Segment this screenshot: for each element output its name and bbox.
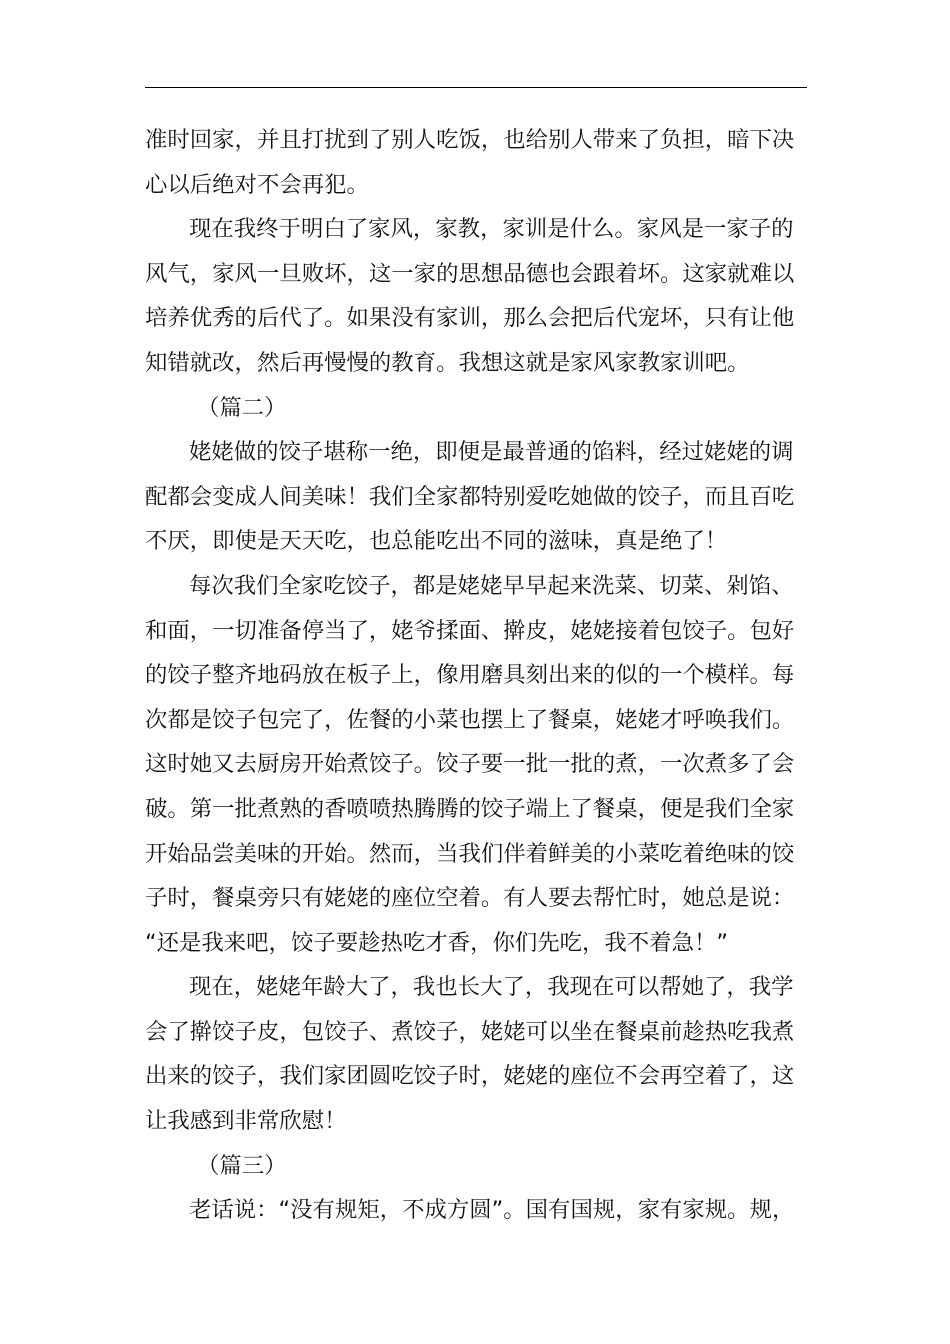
text-line: 培养优秀的后代了。如果没有家训，那么会把后代宠坏，只有让他 [145,305,795,332]
section-heading: （篇二） [197,394,287,421]
text-line: 每次我们全家吃饺子，都是姥姥早早起来洗菜、切菜、剁馅、 [189,572,794,599]
text-line: 风气，家风一旦败坏，这一家的思想品德也会跟着坏。这家就难以 [145,260,795,287]
header-rule [145,87,807,88]
text-line: 子时，餐桌旁只有姥姥的座位空着。有人要去帮忙时，她总是说： [145,885,795,912]
text-line: 让我感到非常欣慰！ [145,1108,347,1135]
text-line: 出来的饺子，我们家团圆吃饺子时，姥姥的座位不会再空着了，这 [145,1063,795,1090]
text-line: 准时回家，并且打扰到了别人吃饭，也给别人带来了负担，暗下决 [145,127,795,153]
text-line: 老话说：“没有规矩，不成方圆”。国有国规，家有家规。规， [189,1197,795,1224]
document-body [145,118,807,1233]
text-line: 会了擀饺子皮，包饺子、煮饺子，姥姥可以坐在餐桌前趁热吃我煮 [145,1018,795,1045]
section-heading: （篇三） [197,1152,287,1179]
text-line: 心以后绝对不会再犯。 [145,171,369,198]
text-line: 不厌，即使是天天吃，也总能吃出不同的滋味，真是绝了！ [145,528,728,555]
text-line: 次都是饺子包完了，佐餐的小菜也摆上了餐桌，姥姥才呼唤我们。 [145,706,795,733]
text-line: 和面，一切准备停当了，姥爷揉面、擀皮，姥姥接着包饺子。包好 [145,617,795,644]
text-line: 知错就改，然后再慢慢的教育。我想这就是家风家教家训吧。 [145,349,750,376]
text-line: “还是我来吧，饺子要趁热吃才香，你们先吃，我不着急！” [145,929,728,956]
text-line: 开始品尝美味的开始。然而，当我们伴着鲜美的小菜吃着绝味的饺 [145,840,795,867]
text-line: 这时她又去厨房开始煮饺子。饺子要一批一批的煮，一次煮多了会 [145,751,795,778]
text-line: 现在我终于明白了家风，家教，家训是什么。家风是一家子的 [189,216,794,243]
text-line: 的饺子整齐地码放在板子上，像用磨具刻出来的似的一个模样。每 [145,662,795,689]
text-line: 现在，姥姥年龄大了，我也长大了，我现在可以帮她了，我学 [189,974,794,1001]
text-line: 破。第一批煮熟的香喷喷热腾腾的饺子端上了餐桌，便是我们全家 [145,795,795,822]
text-line: 姥姥做的饺子堪称一绝，即便是最普通的馅料，经过姥姥的调 [189,439,794,466]
text-line: 配都会变成人间美味！我们全家都特别爱吃她做的饺子，而且百吃 [145,483,795,510]
